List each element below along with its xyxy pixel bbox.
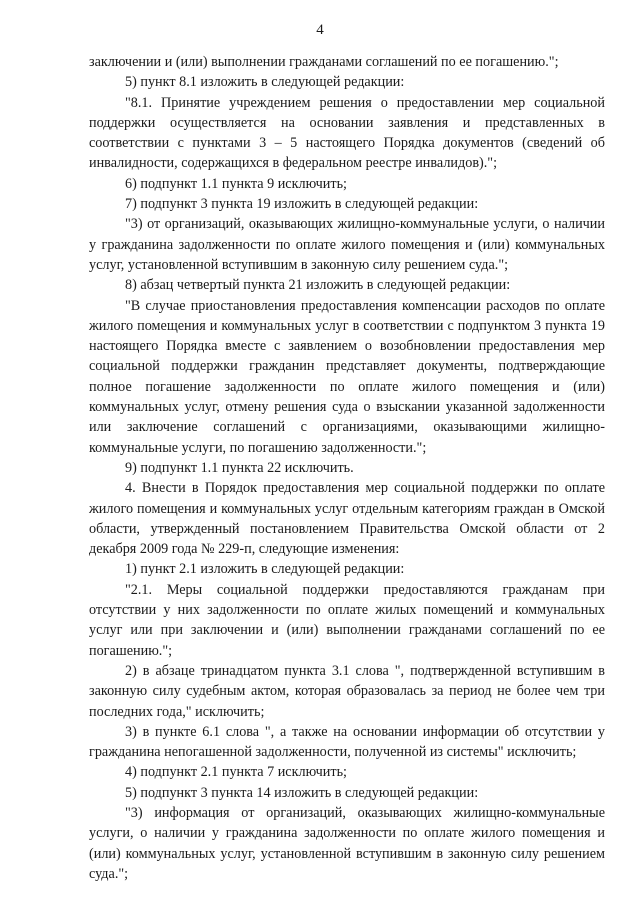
page-number: 4 [316,22,324,38]
paragraph: 9) подпункт 1.1 пункта 22 исключить. [125,459,354,476]
paragraph: "3) информация от организаций, оказывающих жилищно-коммунальные услуги, о наличии у гражданина задолженности по оплате жилого помещения и (или) коммунальных услуг, установленной вступившим в законную силу решением суда."; [89,804,605,882]
document-body [89,52,605,884]
paragraph: заключении и (или) выполнении гражданами соглашений по ее погашению."; [89,54,559,70]
paragraph: 4) подпункт 2.1 пункта 7 исключить; [125,764,347,781]
paragraph: 5) подпункт 3 пункта 14 изложить в следующей редакции: [125,784,479,801]
paragraph: "В случае приостановления предоставления компенсации расходов по оплате жилого помещения и коммунальных услуг в соответствии с подпунктом 3 пункта 19 настоящего Порядка вместе с заявлением о возобновлении предоставления мер социальной поддержки гражданин представляет документы, подтверждающие полное погашение задолженности по оплате жилого помещения и (или) коммунальных услуг, отмену решения суда о взыскании указанной задолженности или заключение соглашений с организациями, оказывающими жилищно-коммунальные услуги, по погашению задолженности."; [89,297,605,456]
paragraph: 6) подпункт 1.1 пункта 9 исключить; [125,175,347,192]
paragraph: 4. Внести в Порядок предоставления мер социальной поддержки по оплате жилого помещения и коммунальных услуг отдельным категориям граждан в Омской области, утвержденный постановлением Правительства Омской области от 2 декабря 2009 года № 229-п, следующие изменения: [89,480,605,558]
paragraph: 5) пункт 8.1 изложить в следующей редакции: [125,74,405,91]
paragraph: 3) в пункте 6.1 слова ", а также на основании информации об отсутствии у гражданина непогашенной задолженности, полученной из системы" исключить; [89,723,605,761]
paragraph: "2.1. Меры социальной поддержки предоставляются гражданам при отсутствии у них задолженности по оплате жилых помещений и коммунальных услуг или при заключении и (или) выполнении гражданами соглашений по ее погашению."; [89,581,605,659]
paragraph: 7) подпункт 3 пункта 19 изложить в следующей редакции: [125,196,479,213]
paragraph: 8) абзац четвертый пункта 21 изложить в следующей редакции: [125,277,511,294]
paragraph: 1) пункт 2.1 изложить в следующей редакции: [125,561,405,578]
paragraph: "8.1. Принятие учреждением решения о предоставлении мер социальной поддержки осуществляется на основании заявления и представленных в соответствии с пунктами 3 – 5 настоящего Порядка документов (сведений об инвалидности, содержащихся в федеральном реестре инвалидов)."; [89,94,605,172]
paragraph: 2) в абзаце тринадцатом пункта 3.1 слова ", подтвержденной вступившим в законную силу судебным актом, которая образовалась за период не более чем три последних года," исключить; [89,662,605,720]
paragraph: "3) от организаций, оказывающих жилищно-коммунальные услуги, о наличии у гражданина задолженности по оплате жилого помещения и (или) коммунальных услуг, установленной вступившим в законную силу решением суда."; [89,216,605,273]
